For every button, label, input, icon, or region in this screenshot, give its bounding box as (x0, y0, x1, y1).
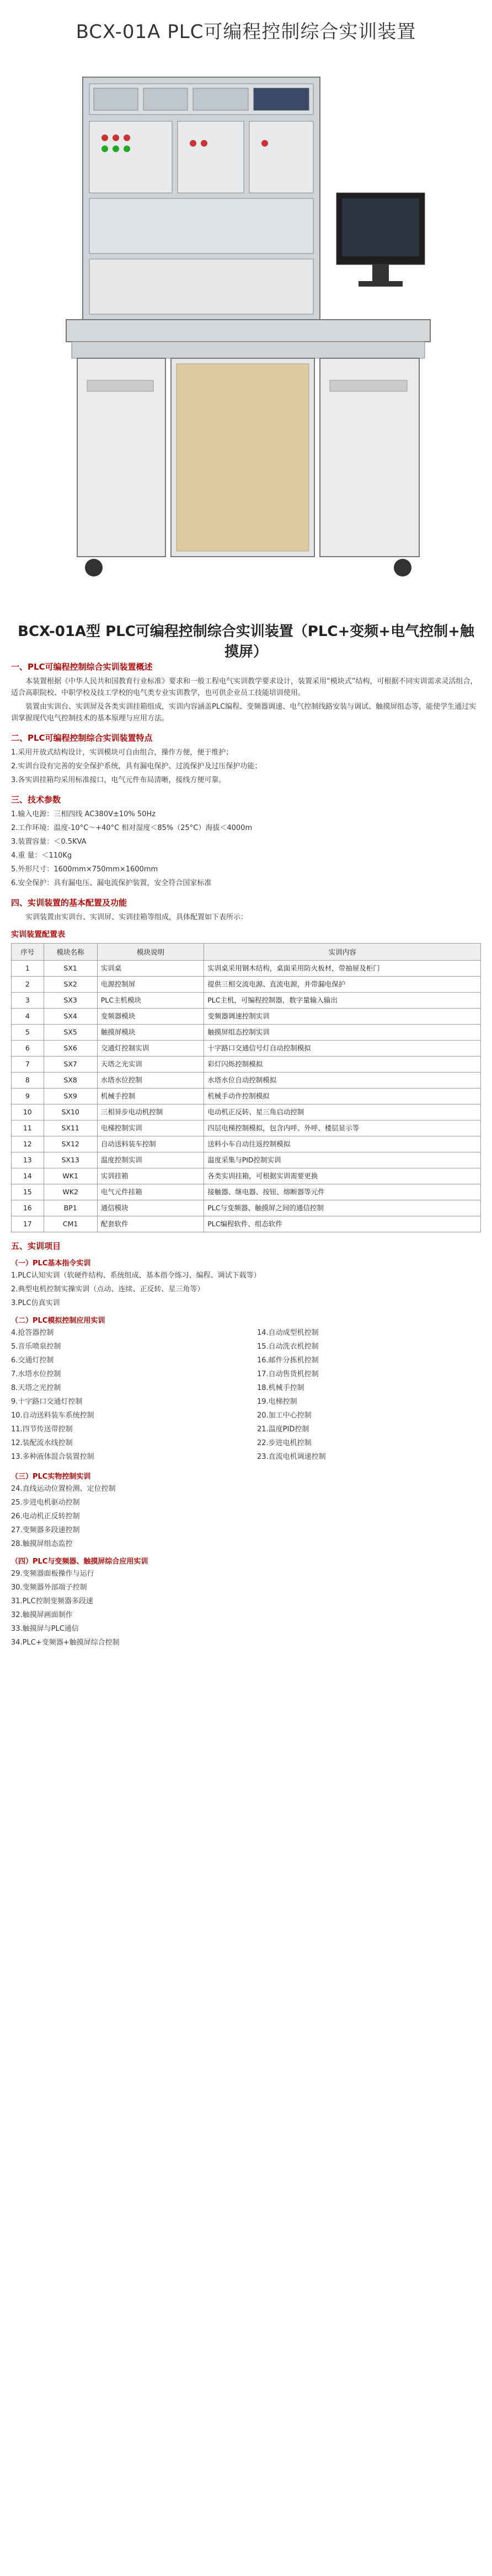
table-row (12, 1073, 481, 1088)
param-item: 4.重 量：＜110Kg (11, 852, 72, 860)
param-item: 5.外形尺寸：1600mm×750mm×1600mm (11, 865, 158, 874)
table-cell: 15 (12, 1184, 44, 1200)
table-cell: 机械手动作控制模拟 (204, 1088, 481, 1104)
project-item: 33.触摸屏与PLC通信 (11, 1625, 79, 1633)
table-row (12, 1136, 481, 1152)
project-item: 3.PLC仿真实训 (11, 1299, 60, 1307)
project-item: 29.变频器面板操作与运行 (11, 1570, 94, 1578)
table-cell: 8 (12, 1073, 44, 1088)
table-cell: 自动送料装车控制 (97, 1136, 204, 1152)
table-cell: SX5 (44, 1025, 97, 1041)
table-cell: SX1 (44, 961, 97, 977)
table-cell: SX3 (44, 993, 97, 1009)
table-cell: 电梯控制实训 (97, 1120, 204, 1136)
table-cell: 机械手控制 (97, 1088, 204, 1104)
project-list-basic (11, 1270, 481, 1309)
paragraph: 装置由实训台、实训屏及各类实训挂箱组成，实训内容涵盖PLC编程、变频器调速、电气控制线路安装与调试、触摸屏组态等，能使学生通过实训掌握现代电气控制技术的基本原理与应用方法。 (11, 703, 477, 723)
table-cell: 6 (12, 1041, 44, 1057)
table-cell: 实训桌采用钢木结构，桌面采用防火板材，带抽屉及柜门 (204, 961, 481, 977)
project-item: 9.十字路口交通灯控制 (11, 1398, 83, 1406)
table-cell: 三相异步电动机控制 (97, 1104, 204, 1120)
table-cell: 水塔水位自动控制模拟 (204, 1073, 481, 1088)
table-cell: 2 (12, 977, 44, 993)
table-cell: 5 (12, 1025, 44, 1041)
paragraph: 实训装置由实训台、实训屏、实训挂箱等组成，具体配置如下表所示： (25, 913, 248, 921)
project-item: 31.PLC控制变频器多段速 (11, 1597, 93, 1605)
project-list-sim (11, 1327, 481, 1465)
table-cell: WK1 (44, 1168, 97, 1184)
table-row (12, 1057, 481, 1073)
paragraph: 2.实训台设有完善的安全保护系统，具有漏电保护、过流保护及过压保护功能； (11, 762, 262, 770)
table-cell: 变频器模块 (97, 1009, 204, 1025)
table-cell: 彩灯闪烁控制模拟 (204, 1057, 481, 1073)
table-cell: SX9 (44, 1088, 97, 1104)
table-row (12, 993, 481, 1009)
table-cell: 13 (12, 1152, 44, 1168)
project-column-right (257, 1327, 481, 1465)
table-header-row (12, 944, 481, 961)
table-cell: SX11 (44, 1120, 97, 1136)
project-item: 10.自动送料装车系统控制 (11, 1411, 94, 1420)
project-group-title: （四）PLC与变频器、触摸屏综合应用实训 (11, 1558, 148, 1566)
param-item: 2.工作环境：温度-10°C～+40°C 相对湿度＜85%（25°C）海拔＜4000m (11, 824, 253, 832)
table-row (12, 1041, 481, 1057)
table-header: 模块说明 (97, 944, 204, 961)
section-4-title: 四、实训装置的基本配置及功能 (11, 898, 127, 908)
table-cell: SX10 (44, 1104, 97, 1120)
table-cell: 变频器调速控制实训 (204, 1009, 481, 1025)
table-cell: 14 (12, 1168, 44, 1184)
table-row (12, 977, 481, 993)
page-header-title: BCX-01A PLC可编程控制综合实训装置 (76, 21, 416, 43)
project-item: 16.邮件分拣机控制 (257, 1356, 319, 1365)
project-item: 18.机械手控制 (257, 1384, 304, 1392)
project-item: 23.直流电机调速控制 (257, 1453, 326, 1461)
project-item: 5.音乐喷泉控制 (11, 1343, 61, 1351)
content-body (11, 653, 481, 1651)
table-cell: SX7 (44, 1057, 97, 1073)
table-cell: 接触器、继电器、按钮、熔断器等元件 (204, 1184, 481, 1200)
project-item: 34.PLC+变频器+触摸屏综合控制 (11, 1639, 120, 1647)
project-item: 25.步进电机驱动控制 (11, 1499, 80, 1507)
table-cell: 送料小车自动往返控制模拟 (204, 1136, 481, 1152)
project-item: 26.电动机正反转控制 (11, 1512, 80, 1521)
section-2-title: 二、PLC可编程控制综合实训装置特点 (11, 733, 153, 743)
table-cell: 16 (12, 1200, 44, 1216)
table-row (12, 1088, 481, 1104)
table-row (12, 961, 481, 977)
section-1-title: 一、PLC可编程控制综合实训装置概述 (11, 662, 153, 672)
table-cell: SX4 (44, 1009, 97, 1025)
table-row (12, 1216, 481, 1232)
table-cell: 7 (12, 1057, 44, 1073)
product-title: BCX-01A型 PLC可编程控制综合实训装置（PLC+变频+电气控制+触摸屏） (18, 623, 474, 660)
table-cell: 天塔之光实训 (97, 1057, 204, 1073)
project-group-title: （二）PLC模拟控制应用实训 (11, 1317, 105, 1325)
project-item: 22.步进电机控制 (257, 1439, 312, 1447)
table-cell: SX13 (44, 1152, 97, 1168)
table-cell: 电源控制屏 (97, 977, 204, 993)
table-cell: PLC主机，可编程控制器，数字量输入输出 (204, 993, 481, 1009)
table-row (12, 1184, 481, 1200)
table-cell: 3 (12, 993, 44, 1009)
table-cell: 9 (12, 1088, 44, 1104)
table-cell: 触摸屏模块 (97, 1025, 204, 1041)
table-cell: 实训桌 (97, 961, 204, 977)
table-row (12, 1009, 481, 1025)
table-row (12, 1104, 481, 1120)
project-item: 12.装配流水线控制 (11, 1439, 73, 1447)
project-item: 1.PLC认知实训（软硬件结构、系统组成、基本指令练习、编程、调试下载等） (11, 1271, 261, 1280)
paragraph: 本装置根据《中华人民共和国教育行业标准》要求和一般工程电气实训教学要求设计，装置采用“模块式”结构，可根据不同实训需求灵活组合，适合高职院校、中职学校及技工学校的电气类专业实训教学，也可供企业员工技能培训使用。 (11, 677, 478, 697)
project-item: 2.典型电机控制实操实训（点动、连续、正反转、星三角等） (11, 1285, 205, 1294)
project-item: 24.直线运动位置检测、定位控制 (11, 1485, 116, 1493)
table-cell: PLC与变频器、触摸屏之间的通信控制 (204, 1200, 481, 1216)
table-row (12, 1200, 481, 1216)
table-row (12, 1025, 481, 1041)
project-item: 7.水塔水位控制 (11, 1370, 61, 1378)
project-item: 27.变频器多段速控制 (11, 1526, 80, 1534)
paragraph: 1.采用开放式结构设计，实训模块可自由组合，操作方便，便于维护； (11, 748, 233, 757)
table-cell: 17 (12, 1216, 44, 1232)
param-item: 1.输入电源：三相四线 AC380V±10% 50Hz (11, 810, 156, 818)
table-title: 实训装置配置表 (11, 930, 65, 939)
section-3-title: 三、技术参数 (11, 795, 61, 805)
project-item: 4.抢答器控制 (11, 1329, 54, 1337)
project-item: 30.变频器外部端子控制 (11, 1583, 87, 1592)
table-row (12, 1168, 481, 1184)
table-cell: 通信模块 (97, 1200, 204, 1216)
section-5-title: 五、实训项目 (11, 1241, 61, 1251)
table-cell: 实训挂箱 (97, 1168, 204, 1184)
table-cell: 12 (12, 1136, 44, 1152)
table-cell: SX6 (44, 1041, 97, 1057)
project-group-title: （三）PLC实物控制实训 (11, 1473, 91, 1481)
params-list (11, 809, 481, 889)
project-column-left (11, 1327, 235, 1465)
table-cell: PLC编程软件、组态软件 (204, 1216, 481, 1232)
table-cell: SX2 (44, 977, 97, 993)
project-item: 32.触摸屏画面制作 (11, 1611, 73, 1619)
table-cell: 10 (12, 1104, 44, 1120)
table-header: 序号 (12, 944, 44, 961)
table-cell: WK2 (44, 1184, 97, 1200)
table-row (12, 1120, 481, 1136)
table-cell: 温度采集与PID控制实训 (204, 1152, 481, 1168)
param-item: 3.装置容量：＜0.5KVA (11, 838, 87, 846)
table-cell: 4 (12, 1009, 44, 1025)
table-cell: 配套软件 (97, 1216, 204, 1232)
project-item: 21.温度PID控制 (257, 1425, 309, 1433)
project-item: 20.加工中心控制 (257, 1411, 312, 1420)
project-list-real (11, 1483, 481, 1550)
param-item: 6.安全保护：具有漏电压、漏电流保护装置，安全符合国家标准 (11, 879, 212, 887)
project-list-combo (11, 1568, 481, 1648)
paragraph: 3.各实训挂箱均采用标准接口，电气元件布局清晰，接线方便可靠。 (11, 776, 226, 784)
project-item: 14.自动成型机控制 (257, 1329, 319, 1337)
table-header: 模块名称 (44, 944, 97, 961)
table-cell: 1 (12, 961, 44, 977)
table-header: 实训内容 (204, 944, 481, 961)
table-cell: 十字路口交通信号灯自动控制模拟 (204, 1041, 481, 1057)
table-cell: 温度控制实训 (97, 1152, 204, 1168)
table-cell: BP1 (44, 1200, 97, 1216)
table-cell: PLC主机模块 (97, 993, 204, 1009)
table-cell: 各类实训挂箱，可根据实训需要更换 (204, 1168, 481, 1184)
project-item: 8.天塔之光控制 (11, 1384, 61, 1392)
table-cell: 触摸屏组态控制实训 (204, 1025, 481, 1041)
table-cell: 11 (12, 1120, 44, 1136)
project-item: 13.多种液体混合装置控制 (11, 1453, 94, 1461)
product-illustration (61, 72, 436, 590)
project-item: 15.自动洗衣机控制 (257, 1343, 319, 1351)
table-cell: 提供三相交流电源、直流电源，并带漏电保护 (204, 977, 481, 993)
project-item: 17.自动售货机控制 (257, 1370, 319, 1378)
table-cell: 电气元件挂箱 (97, 1184, 204, 1200)
table-body (12, 961, 481, 1232)
table-cell: 交通灯控制实训 (97, 1041, 204, 1057)
table-cell: SX12 (44, 1136, 97, 1152)
project-item: 11.四节传送带控制 (11, 1425, 73, 1433)
table-cell: CM1 (44, 1216, 97, 1232)
project-group-title: （一）PLC基本指令实训 (11, 1259, 91, 1268)
table-cell: SX8 (44, 1073, 97, 1088)
table-cell: 电动机正反转、星三角启动控制 (204, 1104, 481, 1120)
project-item: 6.交通灯控制 (11, 1356, 54, 1365)
project-item: 19.电梯控制 (257, 1398, 297, 1406)
table-row (12, 1152, 481, 1168)
config-table (11, 943, 481, 1232)
project-item: 28.触摸屏组态监控 (11, 1540, 73, 1548)
table-cell: 水塔水位控制 (97, 1073, 204, 1088)
table-cell: 四层电梯控制模拟，包含内呼、外呼、楼层显示等 (204, 1120, 481, 1136)
